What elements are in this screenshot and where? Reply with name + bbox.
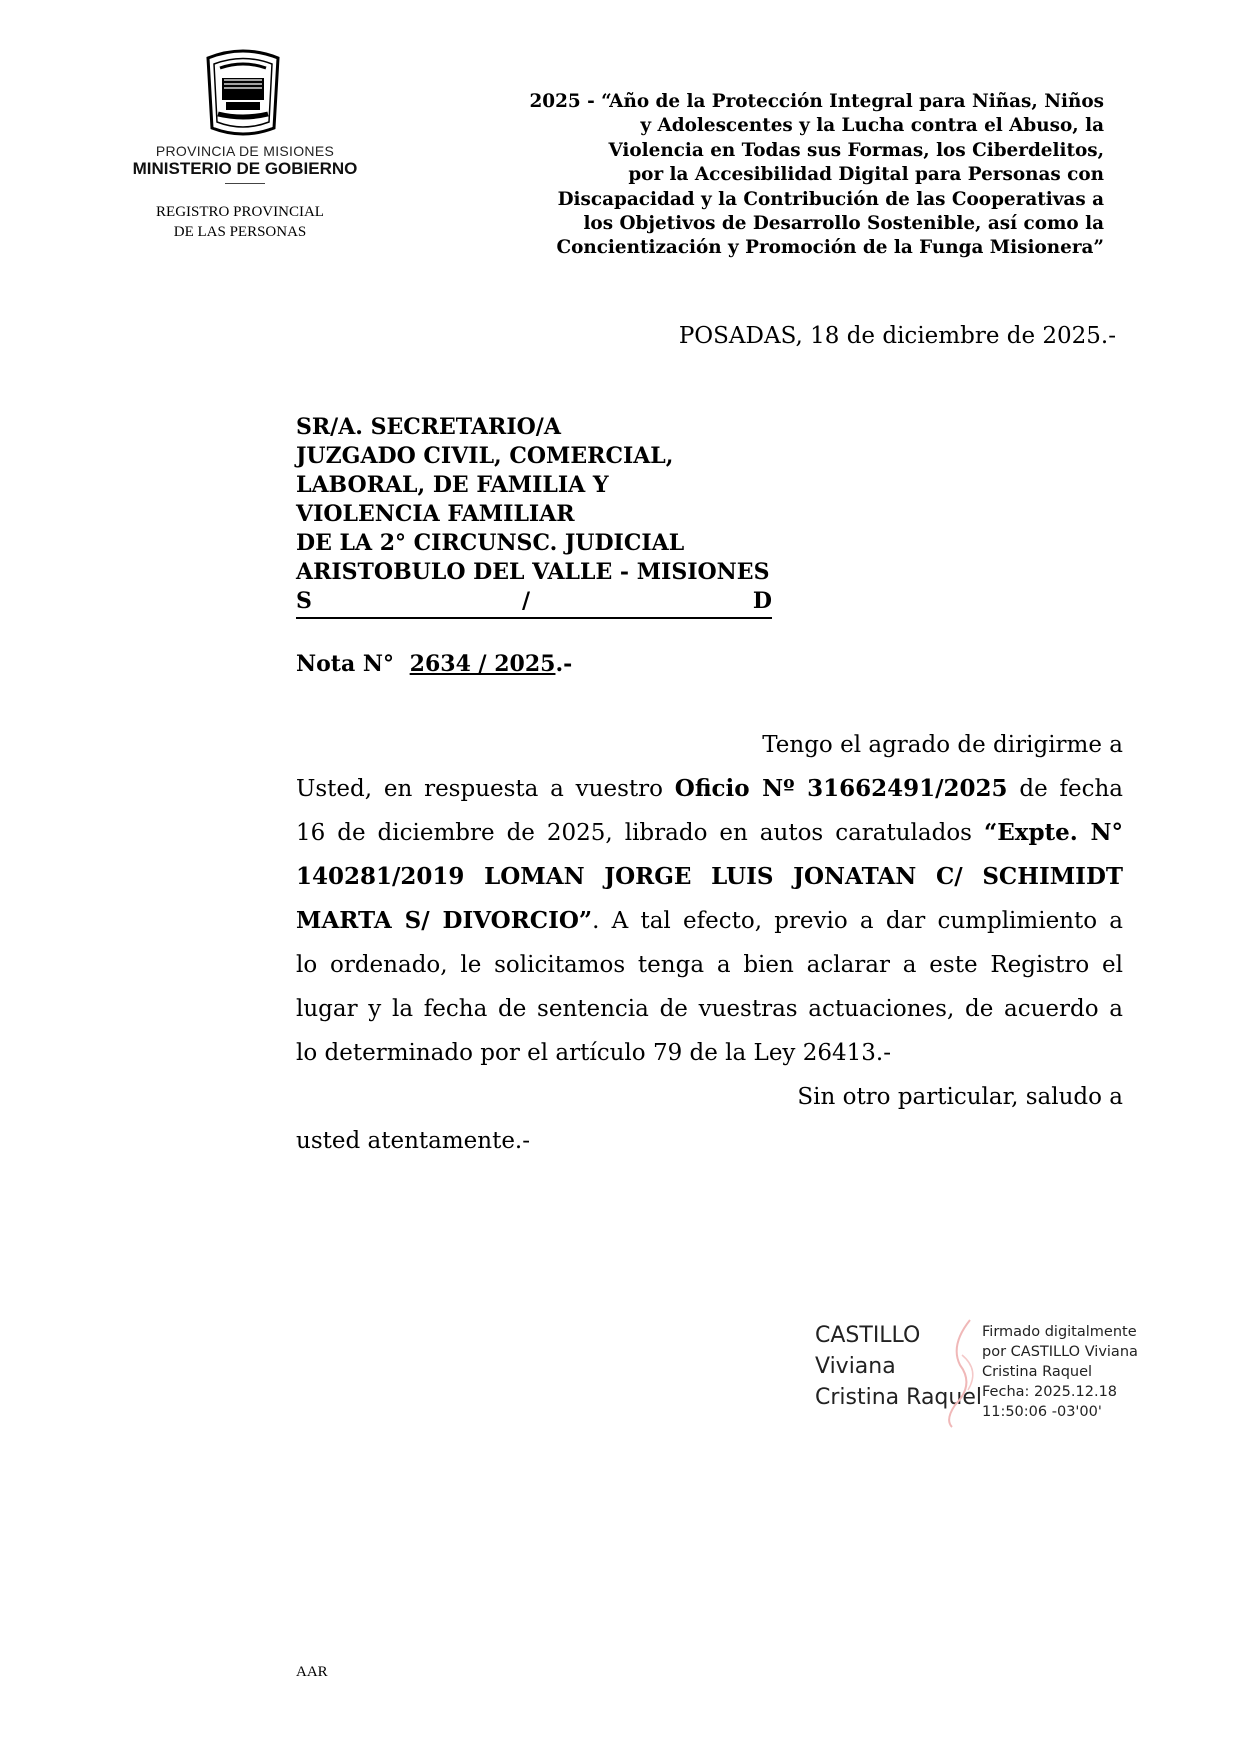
motto-line: Violencia en Todas sus Formas, los Ciberdelitos, <box>608 139 1104 161</box>
motto-line: 2025 - “Año de la Protección Integral para Niñas, Niños <box>529 91 1104 112</box>
oficio-reference: Oficio Nº 31662491/2025 <box>674 775 1008 802</box>
body-line-4: 140281/2019 LOMAN JORGE LUIS JONATAN C/ SCHIMIDT <box>296 863 1123 890</box>
typist-initials: AAR <box>296 1664 328 1680</box>
year-motto <box>464 90 1104 261</box>
signature-meta-line: Firmado digitalmente <box>982 1324 1137 1340</box>
addressee-line: DE LA 2° CIRCUNSC. JUDICIAL <box>296 530 685 556</box>
motto-line: por la Accesibilidad Digital para Personas con <box>628 164 1104 186</box>
addressee-line: SR/A. SECRETARIO/A <box>296 414 561 440</box>
signature-mark-icon <box>940 1315 985 1430</box>
ministry-divider <box>225 183 265 184</box>
digital-signature-details <box>982 1322 1138 1422</box>
signature-meta-line: 11:50:06 -03'00' <box>982 1404 1102 1420</box>
addressee-line: VIOLENCIA FAMILIAR <box>296 501 575 527</box>
motto-line: Concientización y Promoción de la Funga Misionera” <box>556 237 1104 259</box>
note-suffix: .- <box>555 651 573 677</box>
body-line-5 <box>296 906 1123 936</box>
note-label: Nota N° <box>296 651 394 677</box>
su-despacho-line <box>296 588 772 619</box>
motto-line: los Objetivos de Desarrollo Sostenible, así como la <box>583 213 1104 235</box>
registry-label-line1: REGISTRO PROVINCIAL <box>156 204 324 220</box>
body-line-1: Tengo el agrado de dirigirme a <box>762 732 1123 758</box>
body-text: . A tal efecto, previo a dar cumplimiento a <box>592 908 1123 934</box>
body-text: Usted, en respuesta a vuestro <box>296 776 663 802</box>
sd-slash: / <box>522 588 531 614</box>
signer-name-line: Viviana <box>815 1354 896 1379</box>
motto-line: Discapacidad y la Contribución de las Cooperativas a <box>557 188 1104 210</box>
signature-meta-line: Cristina Raquel <box>982 1364 1093 1380</box>
provincia-misiones-seal-logo <box>188 48 298 138</box>
note-number <box>296 651 572 677</box>
province-label: PROVINCIA DE MISIONES <box>155 143 335 159</box>
body-text: 16 de diciembre de 2025, librado en autos caratulados <box>296 820 972 846</box>
addressee-line: ARISTOBULO DEL VALLE - MISIONES <box>296 559 770 585</box>
body-line-3 <box>296 818 1123 848</box>
case-reference: MARTA S/ DIVORCIO” <box>296 907 593 934</box>
body-line-8: lo determinado por el artículo 79 de la Ley 26413.- <box>296 1040 891 1066</box>
sd-s: S <box>296 588 312 614</box>
addressee-block <box>296 413 769 587</box>
body-line-6: lo ordenado, le solicitamos tenga a bien aclarar a este Registro el <box>296 952 1123 978</box>
signature-meta-line: Fecha: 2025.12.18 <box>982 1384 1118 1400</box>
body-line-2 <box>296 774 1123 804</box>
closing-line-2: usted atentamente.- <box>296 1128 531 1154</box>
closing-line-1: Sin otro particular, saludo a <box>797 1084 1123 1110</box>
sd-d: D <box>752 588 772 614</box>
case-reference: “Expte. N° <box>983 819 1123 846</box>
place-date-line: POSADAS, 18 de diciembre de 2025.- <box>678 323 1116 349</box>
body-text: de fecha <box>1019 776 1124 802</box>
signer-name-line: CASTILLO <box>815 1323 921 1348</box>
signature-meta-line: por CASTILLO Viviana <box>982 1344 1138 1360</box>
body-line-7: lugar y la fecha de sentencia de vuestras actuaciones, de acuerdo a <box>296 996 1123 1022</box>
registry-label-line2: DE LAS PERSONAS <box>173 224 307 240</box>
motto-line: y Adolescentes y la Lucha contra el Abuso, la <box>640 115 1104 137</box>
addressee-line: LABORAL, DE FAMILIA Y <box>296 472 609 498</box>
note-number-value: 2634 / 2025 <box>409 651 556 677</box>
signer-name-line: Cristina Raquel <box>815 1385 982 1410</box>
addressee-line: JUZGADO CIVIL, COMERCIAL, <box>296 443 674 469</box>
ministry-label: MINISTERIO DE GOBIERNO <box>132 159 358 178</box>
